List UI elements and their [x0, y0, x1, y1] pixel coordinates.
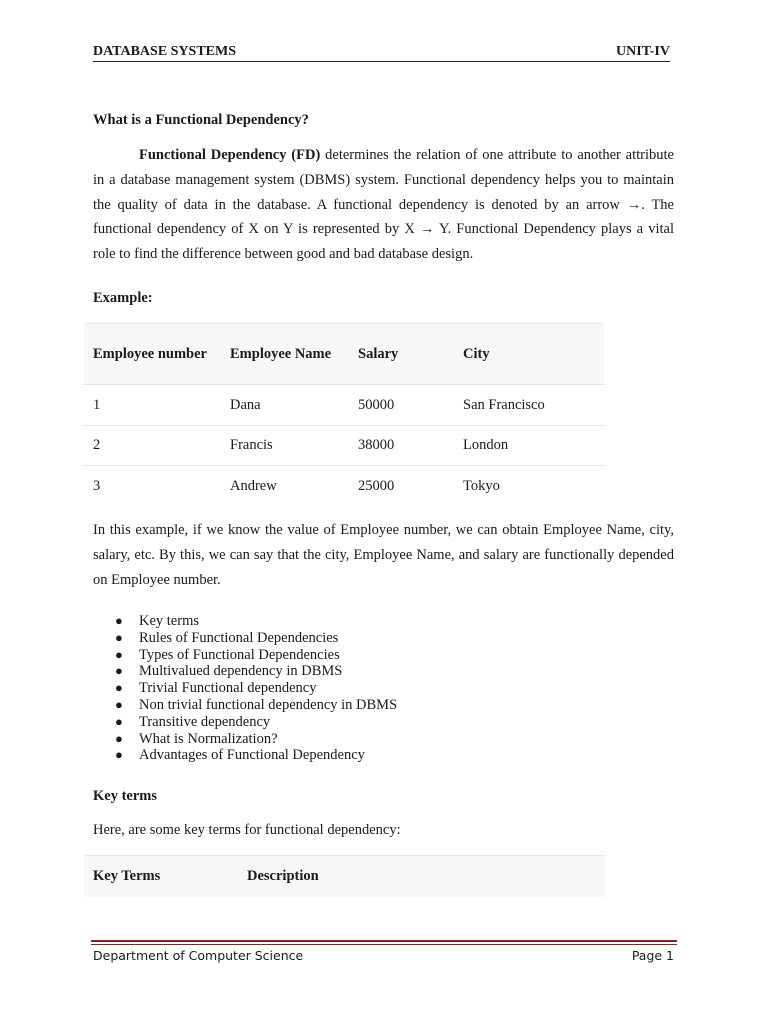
bullet-icon: ●	[115, 663, 123, 679]
footer-page-number: Page 1	[631, 948, 674, 963]
table-cell: London	[463, 437, 509, 453]
list-item: ● Advantages of Functional Dependency	[115, 747, 365, 764]
table-cell: 50000	[358, 396, 395, 413]
intro-bold-term: Functional Dependency (FD)	[139, 147, 321, 163]
header-unit: UNIT-IV	[616, 44, 670, 59]
list-item: ● Transitive dependency	[115, 713, 271, 730]
table-cell: 2	[93, 437, 101, 453]
bullet-icon: ●	[115, 713, 123, 729]
bullet-icon: ●	[115, 629, 123, 645]
table-cell: Andrew	[230, 478, 277, 495]
header-course-title: DATABASE SYSTEMS	[93, 44, 237, 59]
table-cell: 38000	[358, 437, 395, 453]
intro-paragraph	[93, 143, 674, 267]
bullet-icon: ●	[115, 696, 123, 712]
table-header-row	[84, 324, 604, 385]
footer-rule-thin	[91, 944, 677, 945]
table-cell: San Francisco	[463, 396, 545, 413]
section-heading: What is a Functional Dependency?	[93, 112, 309, 128]
bullet-icon: ●	[115, 680, 123, 696]
list-item: ● Types of Functional Dependencies	[115, 646, 340, 663]
table-row	[84, 385, 604, 426]
example-heading: Example:	[93, 290, 153, 306]
list-item: ● Key terms	[115, 613, 199, 629]
intro-text: determines the relation of one attribute to another attribute in a database management system (DBMS) system. Functional dependency helps you to maintain the quality of data in the database. A functional dependency is denoted by an arrow →. The functional dependency of X on Y is represented by X → Y. Functional Dependency plays a vital role to find the difference between good and bad database design.	[93, 147, 674, 263]
bullet-icon: ●	[115, 646, 123, 662]
table-row	[84, 426, 604, 466]
column-header: City	[463, 346, 490, 362]
key-terms-intro: Here, are some key terms for functional dependency:	[93, 822, 401, 838]
table-row	[84, 466, 604, 508]
list-item: ● Non trivial functional dependency in DBMS	[115, 696, 398, 713]
table-cell: 1	[93, 396, 101, 413]
list-item: ● Trivial Functional dependency	[115, 680, 317, 697]
key-terms-heading: Key terms	[93, 788, 158, 804]
topic-list	[93, 613, 397, 764]
bullet-icon: ●	[115, 747, 123, 763]
column-header: Salary	[358, 346, 399, 362]
table-cell: Francis	[230, 437, 273, 453]
list-item: ● Multivalued dependency in DBMS	[115, 663, 343, 680]
page-header	[93, 43, 670, 62]
table-cell: Tokyo	[463, 478, 500, 495]
footer-department: Department of Computer Science	[93, 948, 304, 963]
list-item: ● What is Normalization?	[115, 730, 278, 747]
key-terms-table	[84, 855, 606, 897]
column-header: Key Terms	[93, 868, 161, 885]
table-cell: 25000	[358, 478, 395, 495]
table-cell: 3	[93, 478, 101, 495]
bullet-icon: ●	[115, 613, 123, 628]
bullet-icon: ●	[115, 730, 123, 746]
table-header-row	[84, 856, 606, 897]
explanation-paragraph: In this example, if we know the value of Employee number, we can obtain Employee Name, city, salary, etc. By this, we can say that the city, Employee Name, and salary are functionally depended on Employee number.	[93, 522, 674, 588]
column-header: Employee number	[93, 346, 207, 362]
column-header: Employee Name	[230, 346, 332, 362]
footer-rule	[91, 940, 677, 942]
table-cell: Dana	[230, 396, 261, 413]
column-header: Description	[247, 868, 319, 885]
list-item: ● Rules of Functional Dependencies	[115, 629, 339, 646]
employee-table	[84, 323, 604, 508]
